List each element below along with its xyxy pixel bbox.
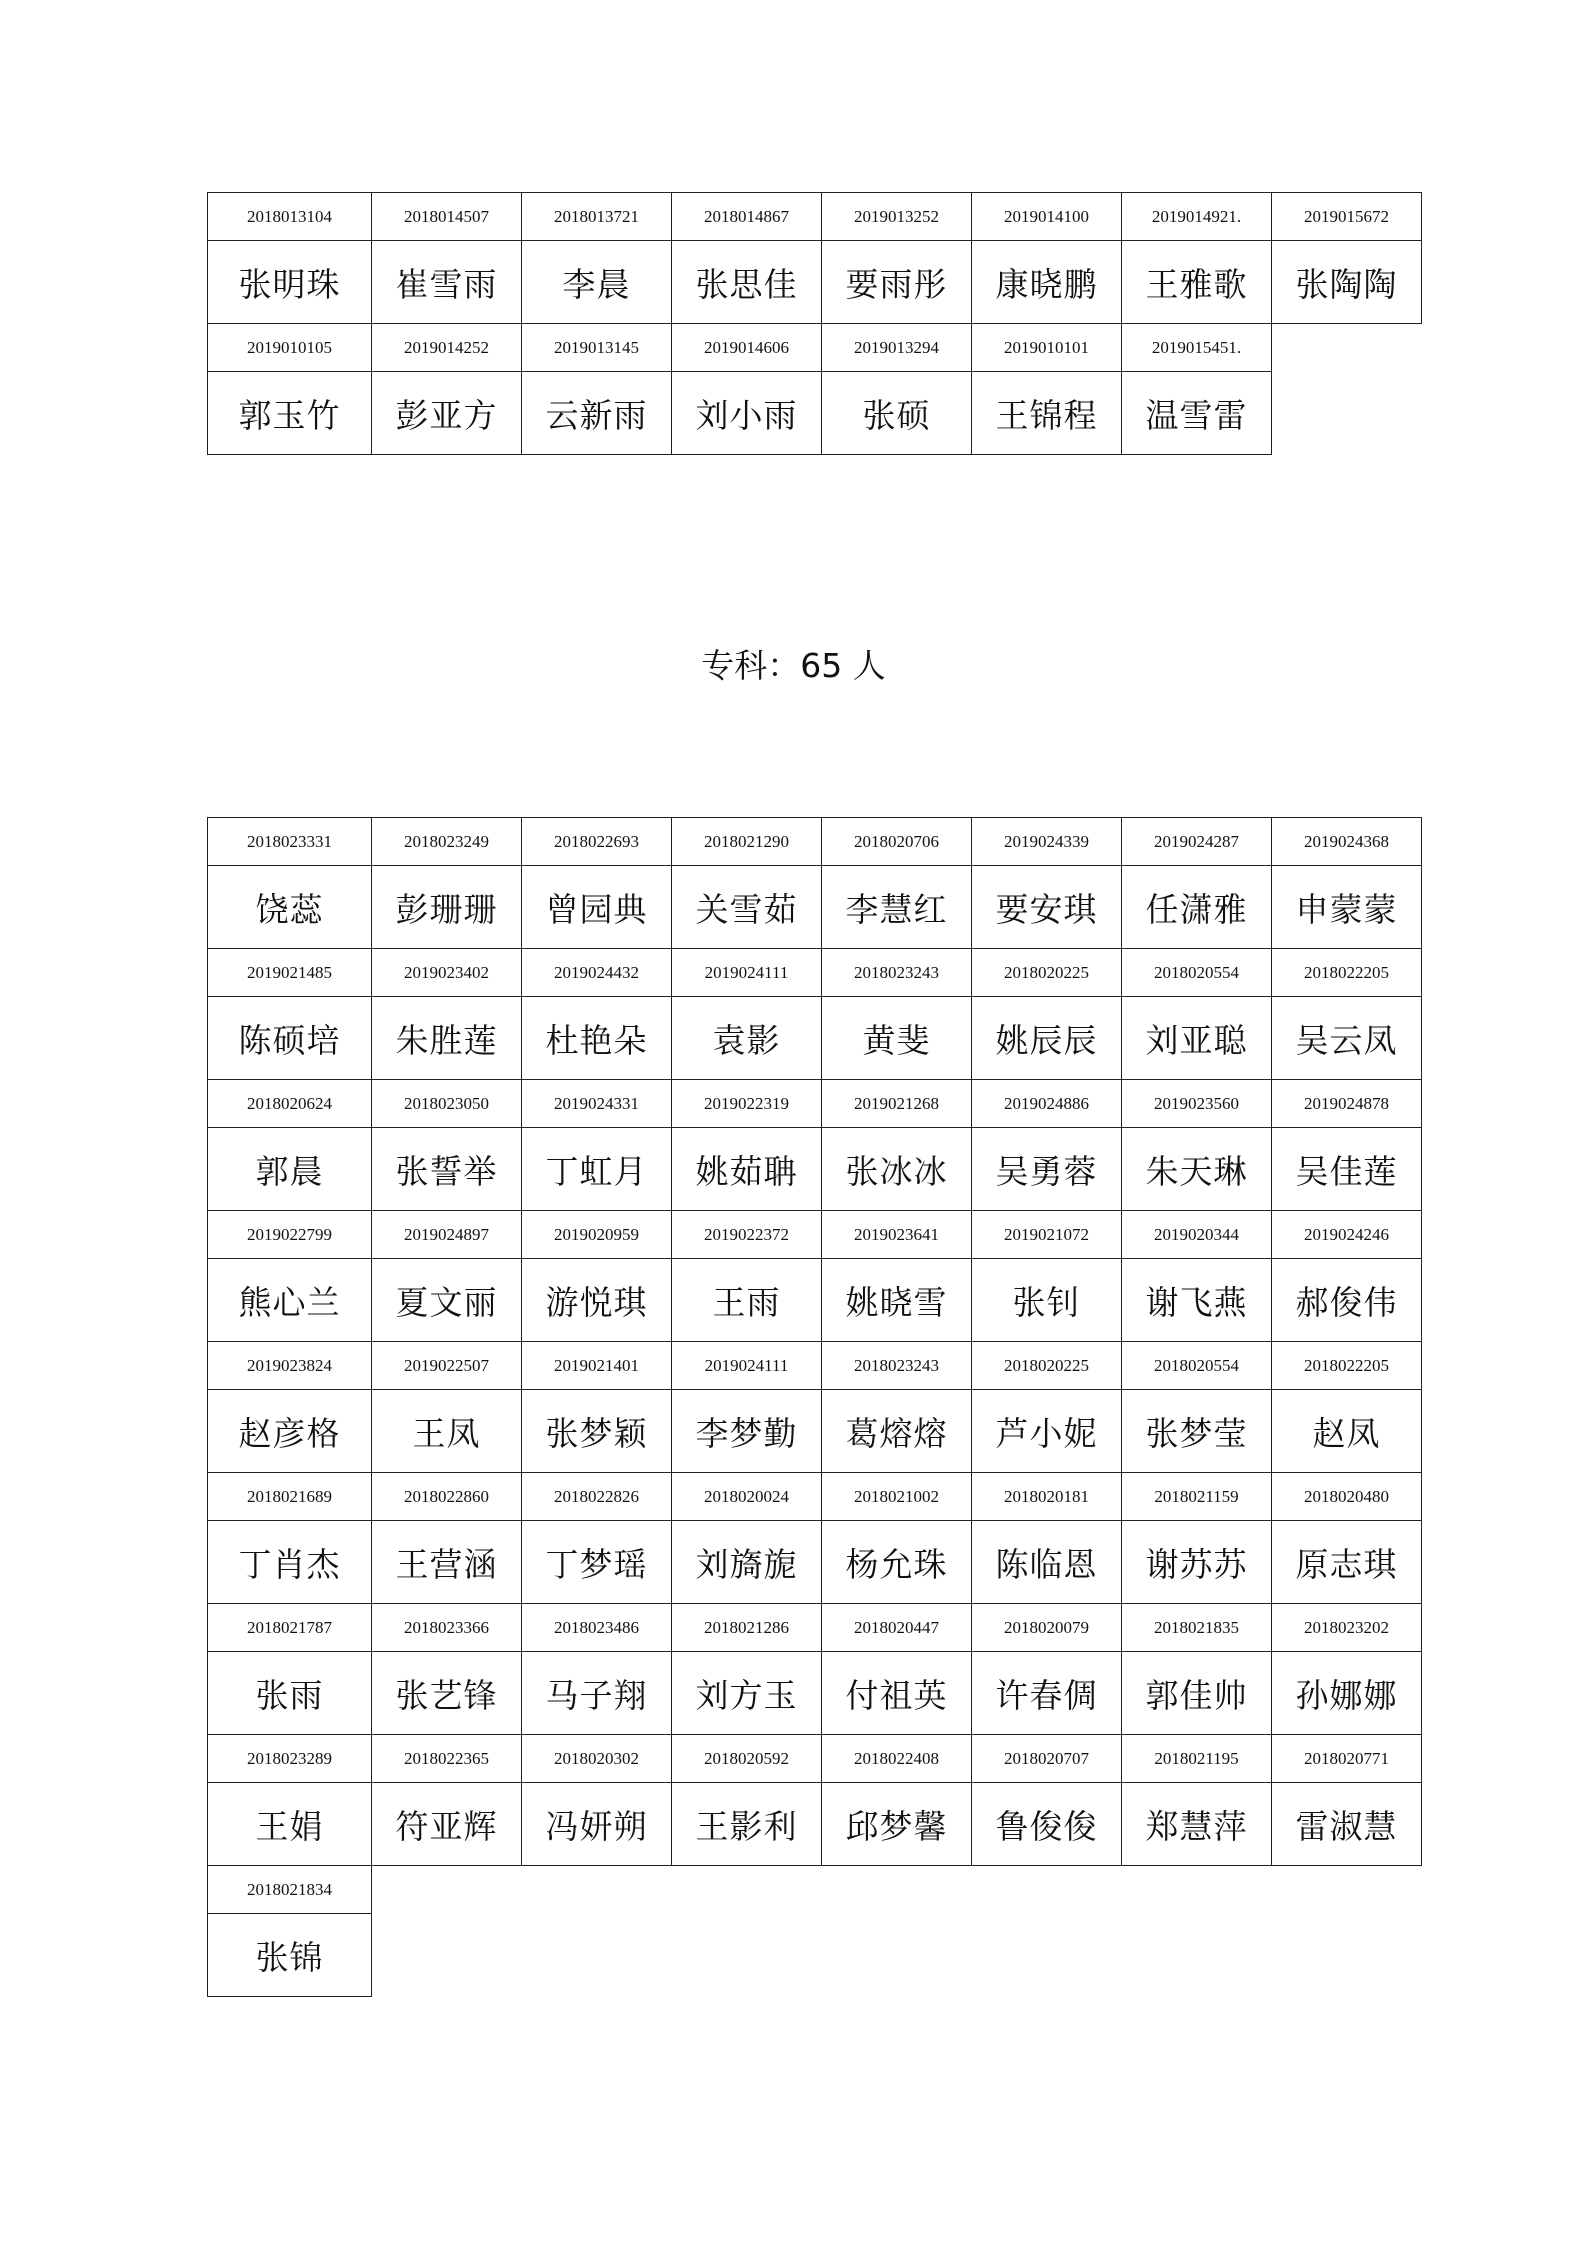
student-name-cell: 张思佳 bbox=[672, 241, 822, 324]
student-id-row bbox=[208, 949, 1422, 997]
student-name-cell: 冯妍朔 bbox=[522, 1783, 672, 1866]
student-id-cell: 2018021195 bbox=[1122, 1735, 1272, 1783]
student-id-cell: 2018020024 bbox=[672, 1473, 822, 1521]
student-id-cell: 2019015451. bbox=[1122, 324, 1272, 372]
student-name-cell: 赵凤 bbox=[1272, 1390, 1422, 1473]
student-name-cell: 要雨彤 bbox=[822, 241, 972, 324]
student-id-cell: 2018023243 bbox=[822, 1342, 972, 1390]
student-name-cell: 丁梦瑶 bbox=[522, 1521, 672, 1604]
student-name-cell: 黄斐 bbox=[822, 997, 972, 1080]
student-id-cell: 2019024111 bbox=[672, 1342, 822, 1390]
student-name-cell: 郭玉竹 bbox=[208, 372, 372, 455]
student-name-cell: 张硕 bbox=[822, 372, 972, 455]
student-name-cell: 王雅歌 bbox=[1122, 241, 1272, 324]
student-id-cell: 2018023289 bbox=[208, 1735, 372, 1783]
student-id-cell: 2018020554 bbox=[1122, 949, 1272, 997]
student-name-cell: 张誓举 bbox=[372, 1128, 522, 1211]
student-id-cell: 2018020447 bbox=[822, 1604, 972, 1652]
student-id-cell: 2018022205 bbox=[1272, 949, 1422, 997]
student-name-cell: 姚晓雪 bbox=[822, 1259, 972, 1342]
student-id-cell: 2019013145 bbox=[522, 324, 672, 372]
junior-college-roster-table bbox=[207, 817, 1422, 1997]
student-name-cell: 李梦勤 bbox=[672, 1390, 822, 1473]
empty-cell bbox=[1122, 1914, 1272, 1997]
student-name-cell: 刘旖旎 bbox=[672, 1521, 822, 1604]
empty-cell bbox=[822, 1866, 972, 1914]
student-name-cell: 任潇雅 bbox=[1122, 866, 1272, 949]
student-name-cell: 吴勇蓉 bbox=[972, 1128, 1122, 1211]
student-name-cell: 关雪茹 bbox=[672, 866, 822, 949]
student-name-cell: 杜艳朵 bbox=[522, 997, 672, 1080]
student-id-cell: 2019014252 bbox=[372, 324, 522, 372]
student-name-cell: 袁影 bbox=[672, 997, 822, 1080]
student-name-cell: 张明珠 bbox=[208, 241, 372, 324]
student-id-cell: 2018020480 bbox=[1272, 1473, 1422, 1521]
student-id-cell: 2019024246 bbox=[1272, 1211, 1422, 1259]
student-id-cell: 2018021290 bbox=[672, 818, 822, 866]
student-id-row bbox=[208, 1473, 1422, 1521]
student-id-cell: 2018021689 bbox=[208, 1473, 372, 1521]
student-name-cell: 付祖英 bbox=[822, 1652, 972, 1735]
student-id-row bbox=[208, 1342, 1422, 1390]
student-name-cell: 张艺锋 bbox=[372, 1652, 522, 1735]
empty-cell bbox=[1122, 1866, 1272, 1914]
student-name-cell: 郝俊伟 bbox=[1272, 1259, 1422, 1342]
student-name-cell: 雷淑慧 bbox=[1272, 1783, 1422, 1866]
student-name-cell: 丁虹月 bbox=[522, 1128, 672, 1211]
student-name-cell: 刘方玉 bbox=[672, 1652, 822, 1735]
student-id-cell: 2019024432 bbox=[522, 949, 672, 997]
student-name-cell: 云新雨 bbox=[522, 372, 672, 455]
student-name-row bbox=[208, 1652, 1422, 1735]
student-name-cell: 原志琪 bbox=[1272, 1521, 1422, 1604]
student-name-cell: 吴云凤 bbox=[1272, 997, 1422, 1080]
student-id-cell: 2018022205 bbox=[1272, 1342, 1422, 1390]
student-name-cell: 彭亚方 bbox=[372, 372, 522, 455]
student-name-cell: 赵彦格 bbox=[208, 1390, 372, 1473]
student-id-cell: 2019013294 bbox=[822, 324, 972, 372]
empty-cell bbox=[522, 1866, 672, 1914]
student-name-cell: 孙娜娜 bbox=[1272, 1652, 1422, 1735]
student-id-cell: 2019010101 bbox=[972, 324, 1122, 372]
student-name-row bbox=[208, 1521, 1422, 1604]
student-name-cell: 朱天琳 bbox=[1122, 1128, 1272, 1211]
student-id-cell: 2018023331 bbox=[208, 818, 372, 866]
student-id-cell: 2018022408 bbox=[822, 1735, 972, 1783]
student-id-cell: 2019024897 bbox=[372, 1211, 522, 1259]
student-name-row bbox=[208, 1914, 1422, 1997]
student-name-cell: 邱梦馨 bbox=[822, 1783, 972, 1866]
student-name-cell: 崔雪雨 bbox=[372, 241, 522, 324]
student-id-cell: 2019024368 bbox=[1272, 818, 1422, 866]
empty-cell bbox=[822, 1914, 972, 1997]
student-id-cell: 2019014606 bbox=[672, 324, 822, 372]
empty-cell bbox=[372, 1866, 522, 1914]
student-id-cell: 2019022319 bbox=[672, 1080, 822, 1128]
student-name-cell: 郑慧萍 bbox=[1122, 1783, 1272, 1866]
student-name-cell: 马子翔 bbox=[522, 1652, 672, 1735]
student-name-row bbox=[208, 241, 1422, 324]
student-name-cell: 游悦琪 bbox=[522, 1259, 672, 1342]
student-name-row bbox=[208, 1259, 1422, 1342]
student-name-cell: 许春倜 bbox=[972, 1652, 1122, 1735]
section-heading: 专科：65 人 bbox=[701, 646, 886, 685]
student-id-cell: 2019024878 bbox=[1272, 1080, 1422, 1128]
student-name-cell: 陈临恩 bbox=[972, 1521, 1122, 1604]
student-name-row bbox=[208, 1783, 1422, 1866]
student-id-cell: 2018020225 bbox=[972, 1342, 1122, 1390]
student-id-cell: 2018013104 bbox=[208, 193, 372, 241]
student-name-cell: 张冰冰 bbox=[822, 1128, 972, 1211]
student-id-row bbox=[208, 1211, 1422, 1259]
student-name-row bbox=[208, 866, 1422, 949]
student-id-cell: 2018013721 bbox=[522, 193, 672, 241]
student-name-cell: 王影利 bbox=[672, 1783, 822, 1866]
student-name-cell: 姚茹聃 bbox=[672, 1128, 822, 1211]
student-name-cell: 李晨 bbox=[522, 241, 672, 324]
student-id-cell: 2019013252 bbox=[822, 193, 972, 241]
student-id-row bbox=[208, 1604, 1422, 1652]
student-id-cell: 2018023249 bbox=[372, 818, 522, 866]
student-name-cell: 张梦颖 bbox=[522, 1390, 672, 1473]
student-name-cell: 王营涵 bbox=[372, 1521, 522, 1604]
student-name-cell: 李慧红 bbox=[822, 866, 972, 949]
student-name-cell: 王娟 bbox=[208, 1783, 372, 1866]
empty-cell bbox=[522, 1914, 672, 1997]
empty-cell bbox=[972, 1914, 1122, 1997]
student-id-cell: 2018021002 bbox=[822, 1473, 972, 1521]
empty-cell bbox=[1272, 324, 1422, 372]
student-name-cell: 张雨 bbox=[208, 1652, 372, 1735]
student-id-cell: 2018021835 bbox=[1122, 1604, 1272, 1652]
student-id-cell: 2018021159 bbox=[1122, 1473, 1272, 1521]
student-id-cell: 2018020554 bbox=[1122, 1342, 1272, 1390]
student-name-cell: 姚辰辰 bbox=[972, 997, 1122, 1080]
student-name-cell: 要安琪 bbox=[972, 866, 1122, 949]
student-id-cell: 2019022799 bbox=[208, 1211, 372, 1259]
student-name-cell: 陈硕培 bbox=[208, 997, 372, 1080]
student-id-cell: 2018014507 bbox=[372, 193, 522, 241]
student-name-cell: 刘亚聪 bbox=[1122, 997, 1272, 1080]
student-name-cell: 张锦 bbox=[208, 1914, 372, 1997]
student-id-cell: 2018020592 bbox=[672, 1735, 822, 1783]
student-name-row bbox=[208, 372, 1422, 455]
student-id-cell: 2018021286 bbox=[672, 1604, 822, 1652]
student-id-cell: 2019024886 bbox=[972, 1080, 1122, 1128]
student-id-cell: 2018020707 bbox=[972, 1735, 1122, 1783]
student-name-cell: 夏文丽 bbox=[372, 1259, 522, 1342]
student-id-cell: 2018020706 bbox=[822, 818, 972, 866]
student-id-cell: 2019024287 bbox=[1122, 818, 1272, 866]
student-id-cell: 2019014100 bbox=[972, 193, 1122, 241]
student-id-cell: 2019015672 bbox=[1272, 193, 1422, 241]
student-id-cell: 2018022826 bbox=[522, 1473, 672, 1521]
student-name-cell: 彭珊珊 bbox=[372, 866, 522, 949]
student-id-row bbox=[208, 1735, 1422, 1783]
student-id-cell: 2019020959 bbox=[522, 1211, 672, 1259]
student-id-cell: 2019021072 bbox=[972, 1211, 1122, 1259]
student-id-cell: 2019022507 bbox=[372, 1342, 522, 1390]
student-name-cell: 熊心兰 bbox=[208, 1259, 372, 1342]
student-id-cell: 2019023402 bbox=[372, 949, 522, 997]
student-id-cell: 2018023202 bbox=[1272, 1604, 1422, 1652]
student-id-row bbox=[208, 1866, 1422, 1914]
student-name-cell: 葛熔熔 bbox=[822, 1390, 972, 1473]
student-id-row bbox=[208, 818, 1422, 866]
student-id-cell: 2018020771 bbox=[1272, 1735, 1422, 1783]
student-id-cell: 2019014921. bbox=[1122, 193, 1272, 241]
student-name-cell: 张钊 bbox=[972, 1259, 1122, 1342]
student-name-cell: 丁肖杰 bbox=[208, 1521, 372, 1604]
student-name-cell: 杨允珠 bbox=[822, 1521, 972, 1604]
student-name-cell: 郭晨 bbox=[208, 1128, 372, 1211]
student-id-cell: 2019010105 bbox=[208, 324, 372, 372]
empty-cell bbox=[672, 1914, 822, 1997]
student-id-cell: 2018022693 bbox=[522, 818, 672, 866]
student-id-cell: 2019021401 bbox=[522, 1342, 672, 1390]
student-id-cell: 2019021268 bbox=[822, 1080, 972, 1128]
student-id-cell: 2018023486 bbox=[522, 1604, 672, 1652]
student-id-cell: 2018021834 bbox=[208, 1866, 372, 1914]
student-id-cell: 2019023560 bbox=[1122, 1080, 1272, 1128]
student-name-cell: 刘小雨 bbox=[672, 372, 822, 455]
student-id-cell: 2019023641 bbox=[822, 1211, 972, 1259]
student-id-cell: 2019023824 bbox=[208, 1342, 372, 1390]
student-id-cell: 2018020181 bbox=[972, 1473, 1122, 1521]
empty-cell bbox=[372, 1914, 522, 1997]
student-name-cell: 芦小妮 bbox=[972, 1390, 1122, 1473]
student-name-cell: 王雨 bbox=[672, 1259, 822, 1342]
student-id-cell: 2018020225 bbox=[972, 949, 1122, 997]
student-id-cell: 2019021485 bbox=[208, 949, 372, 997]
student-id-cell: 2018023366 bbox=[372, 1604, 522, 1652]
student-name-cell: 温雪雷 bbox=[1122, 372, 1272, 455]
student-name-cell: 曾园典 bbox=[522, 866, 672, 949]
student-name-cell: 郭佳帅 bbox=[1122, 1652, 1272, 1735]
student-id-cell: 2018023050 bbox=[372, 1080, 522, 1128]
student-id-cell: 2018020624 bbox=[208, 1080, 372, 1128]
student-id-row bbox=[208, 193, 1422, 241]
student-id-cell: 2019024331 bbox=[522, 1080, 672, 1128]
student-id-cell: 2018023243 bbox=[822, 949, 972, 997]
empty-cell bbox=[1272, 372, 1422, 455]
student-name-cell: 王凤 bbox=[372, 1390, 522, 1473]
student-name-row bbox=[208, 1128, 1422, 1211]
student-id-row bbox=[208, 324, 1422, 372]
student-name-cell: 吴佳莲 bbox=[1272, 1128, 1422, 1211]
undergraduate-roster-table bbox=[207, 192, 1422, 455]
student-name-cell: 饶蕊 bbox=[208, 866, 372, 949]
student-name-cell: 谢飞燕 bbox=[1122, 1259, 1272, 1342]
student-id-cell: 2018020302 bbox=[522, 1735, 672, 1783]
empty-cell bbox=[1272, 1914, 1422, 1997]
student-name-row bbox=[208, 997, 1422, 1080]
student-name-cell: 王锦程 bbox=[972, 372, 1122, 455]
student-id-cell: 2018020079 bbox=[972, 1604, 1122, 1652]
student-name-cell: 谢苏苏 bbox=[1122, 1521, 1272, 1604]
student-id-cell: 2019022372 bbox=[672, 1211, 822, 1259]
empty-cell bbox=[672, 1866, 822, 1914]
student-name-cell: 申蒙蒙 bbox=[1272, 866, 1422, 949]
empty-cell bbox=[972, 1866, 1122, 1914]
student-id-cell: 2018022365 bbox=[372, 1735, 522, 1783]
student-id-cell: 2019024111 bbox=[672, 949, 822, 997]
student-id-cell: 2019020344 bbox=[1122, 1211, 1272, 1259]
student-id-cell: 2018021787 bbox=[208, 1604, 372, 1652]
empty-cell bbox=[1272, 1866, 1422, 1914]
student-id-cell: 2018022860 bbox=[372, 1473, 522, 1521]
student-name-cell: 符亚辉 bbox=[372, 1783, 522, 1866]
student-id-cell: 2019024339 bbox=[972, 818, 1122, 866]
student-name-row bbox=[208, 1390, 1422, 1473]
student-id-cell: 2018014867 bbox=[672, 193, 822, 241]
student-name-cell: 张梦莹 bbox=[1122, 1390, 1272, 1473]
student-name-cell: 朱胜莲 bbox=[372, 997, 522, 1080]
student-name-cell: 张陶陶 bbox=[1272, 241, 1422, 324]
student-id-row bbox=[208, 1080, 1422, 1128]
student-name-cell: 鲁俊俊 bbox=[972, 1783, 1122, 1866]
student-name-cell: 康晓鹏 bbox=[972, 241, 1122, 324]
